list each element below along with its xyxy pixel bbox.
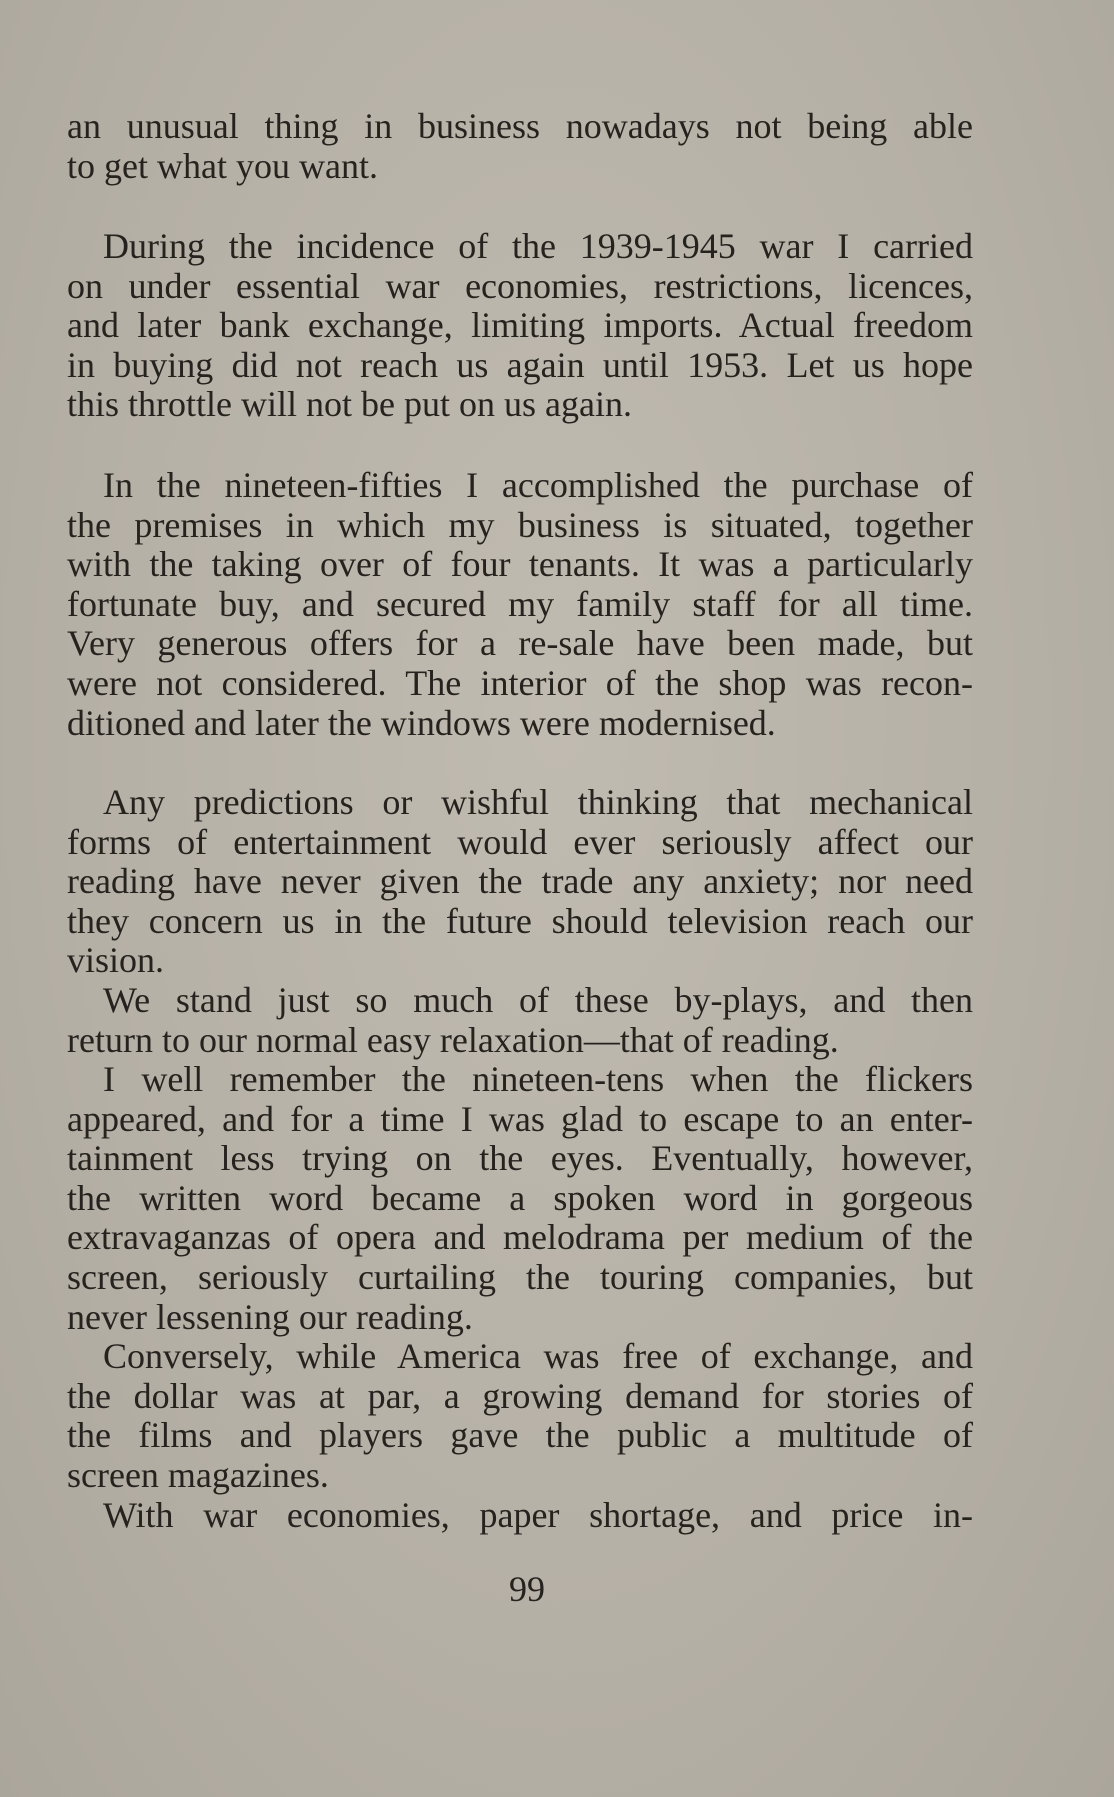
text-line: the written word became a spoken word in gorgeous — [67, 1177, 973, 1218]
text-line: appeared, and for a time I was glad to escape to an enter- — [67, 1098, 973, 1139]
text-line: the dollar was at par, a growing demand for stories of — [67, 1375, 973, 1416]
text-line: with the taking over of four tenants. It was a particularly — [67, 544, 973, 585]
text-line: screen magazines. — [67, 1454, 329, 1495]
text-line: the premises in which my business is situated, together — [67, 504, 973, 545]
text-line: forms of entertainment would ever seriously affect our — [67, 821, 973, 862]
text-line: to get what you want. — [67, 145, 378, 186]
text-line: vision. — [67, 940, 165, 981]
text-line: on under essential war economies, restrictions, licences, — [67, 265, 973, 306]
paragraph-8 — [67, 1496, 973, 1536]
text-line: in buying did not reach us again until 1953. Let us hope — [67, 344, 973, 385]
text-line: In the nineteen-fifties I accomplished the purchase of — [103, 465, 973, 505]
text-line: and later bank exchange, limiting imports. Actual freedom — [67, 305, 973, 346]
text-line: return to our normal easy relaxation—that of reading. — [67, 1019, 839, 1060]
text-line: an unusual thing in business nowadays not being able — [67, 106, 973, 146]
text-line: tainment less trying on the eyes. Eventually, however, — [67, 1138, 973, 1179]
paragraph-3 — [67, 466, 973, 743]
text-line: We stand just so much of these by-plays, and then — [103, 980, 973, 1020]
text-line: fortunate buy, and secured my family staff for all time. — [67, 583, 973, 624]
text-line: Conversely, while America was free of exchange, and — [103, 1336, 973, 1376]
text-line: screen, seriously curtailing the touring companies, but — [67, 1256, 973, 1297]
text-line: With war economies, paper shortage, and price in- — [103, 1495, 973, 1535]
text-line: the films and players gave the public a multitude of — [67, 1415, 973, 1456]
page-number: 99 — [509, 1569, 545, 1609]
text-line: this throttle will not be put on us again. — [67, 384, 632, 425]
text-line: never lessening our reading. — [67, 1296, 473, 1337]
text-line: reading have never given the trade any anxiety; nor need — [67, 861, 973, 902]
paragraph-5 — [67, 981, 973, 1060]
text-line: extravaganzas of opera and melodrama per medium of the — [67, 1217, 973, 1258]
text-line: they concern us in the future should television reach our — [67, 900, 973, 941]
text-line: ditioned and later the windows were modernised. — [67, 702, 776, 743]
text-line: were not considered. The interior of the shop was recon- — [67, 662, 973, 703]
paragraph-7 — [67, 1337, 973, 1495]
text-line: I well remember the nineteen-tens when the flickers — [103, 1059, 973, 1099]
text-line: During the incidence of the 1939-1945 war I carried — [103, 226, 973, 266]
text-line: Very generous offers for a re-sale have been made, but — [67, 623, 973, 664]
paragraph-6 — [67, 1060, 973, 1337]
text-line: Any predictions or wishful thinking that mechanical — [103, 782, 973, 822]
paragraph-1 — [67, 107, 973, 186]
paragraph-2 — [67, 227, 973, 425]
paragraph-4 — [67, 783, 973, 981]
